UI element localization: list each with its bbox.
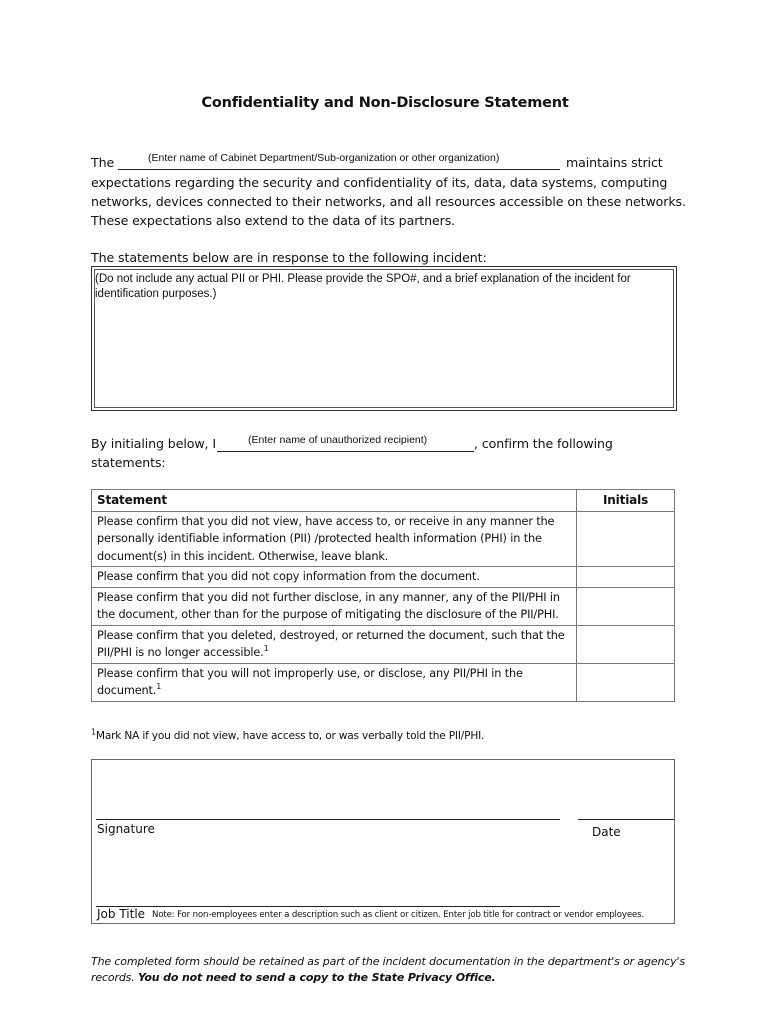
intro-line4: These expectations also extend to the data of its partners.: [91, 213, 456, 228]
initials-cell[interactable]: [577, 567, 675, 588]
intro-prefix: The: [91, 155, 115, 170]
statement-cell: Please confirm that you did not copy information from the document.: [92, 567, 577, 588]
organization-placeholder: (Enter name of Cabinet Department/Sub-organization or other organization): [148, 152, 500, 164]
intro-line3: networks, devices connected to their networks, and all resources accessible on these networks.: [91, 194, 686, 209]
initials-cell[interactable]: [577, 511, 675, 567]
incident-placeholder: (Do not include any actual PII or PHI. Please provide the SPO#, and a brief explanation of the incident for identification purposes.): [95, 273, 631, 300]
initials-cell[interactable]: [577, 663, 675, 701]
initialing-suffix: , confirm the following: [474, 436, 613, 451]
job-title-line[interactable]: [96, 905, 560, 907]
table-row: [92, 625, 675, 663]
table-row: [92, 663, 675, 701]
initials-cell[interactable]: [577, 587, 675, 625]
page-title: Confidentiality and Non-Disclosure Statement: [201, 95, 569, 111]
table-row: [92, 587, 675, 625]
statement-cell: Please confirm that you will not improperly use, or disclose, any PII/PHI in the document.$^1$: [92, 663, 577, 701]
date-label: Date: [592, 825, 621, 839]
initials-header: Initials: [577, 490, 675, 512]
job-title-label: Job Title: [97, 907, 146, 921]
footnote-mark: 1: [156, 682, 162, 692]
statement-cell: Please confirm that you deleted, destroyed, or returned the document, such that the PII/PHI is no longer accessible.$^1$: [92, 625, 577, 663]
initialing-line2: statements:: [91, 455, 166, 470]
statement-table: [91, 489, 675, 702]
footnote: $^1$Mark NA if you did not view, have access to, or was verbally told the PII/PHI.: [91, 727, 485, 742]
recipient-placeholder: (Enter name of unauthorized recipient): [248, 434, 428, 446]
incident-textarea[interactable]: [91, 266, 677, 411]
table-header-row: [92, 490, 675, 512]
initialing-prefix: By initialing below, I: [91, 436, 216, 451]
table-row: [92, 511, 675, 567]
signature-line[interactable]: [96, 818, 560, 820]
statement-cell: Please confirm that you did not further disclose, in any manner, any of the PII/PHI in the document, other than for the purpose of mitigating the disclosure of the PII/PHI.: [92, 587, 577, 625]
job-title-note: Note: For non-employees enter a description such as client or citizen. Enter job title for contract or vendor employees.: [152, 910, 644, 920]
statement-cell: Please confirm that you did not view, have access to, or receive in any manner the personally identifiable information (PII) /protected health information (PHI) in the document(s) in this incident. Otherwise, leave blank.: [92, 511, 577, 567]
intro-line1-suffix: maintains strict: [566, 155, 663, 170]
intro-line2: expectations regarding the security and confidentiality of its, data, data systems, computing: [91, 175, 668, 190]
closing-instructions: The completed form should be retained as part of the incident documentation in the department's or agency's records. You do not need to send a copy to the State Privacy Office.: [91, 955, 685, 984]
table-row: [92, 567, 675, 588]
signature-label: Signature: [97, 822, 155, 836]
initials-cell[interactable]: [577, 625, 675, 663]
signature-box: [91, 759, 675, 924]
date-line[interactable]: [578, 818, 674, 820]
footnote-mark: 1: [263, 644, 269, 654]
incident-heading: The statements below are in response to the following incident:: [91, 250, 487, 265]
statement-header: Statement: [92, 490, 577, 512]
